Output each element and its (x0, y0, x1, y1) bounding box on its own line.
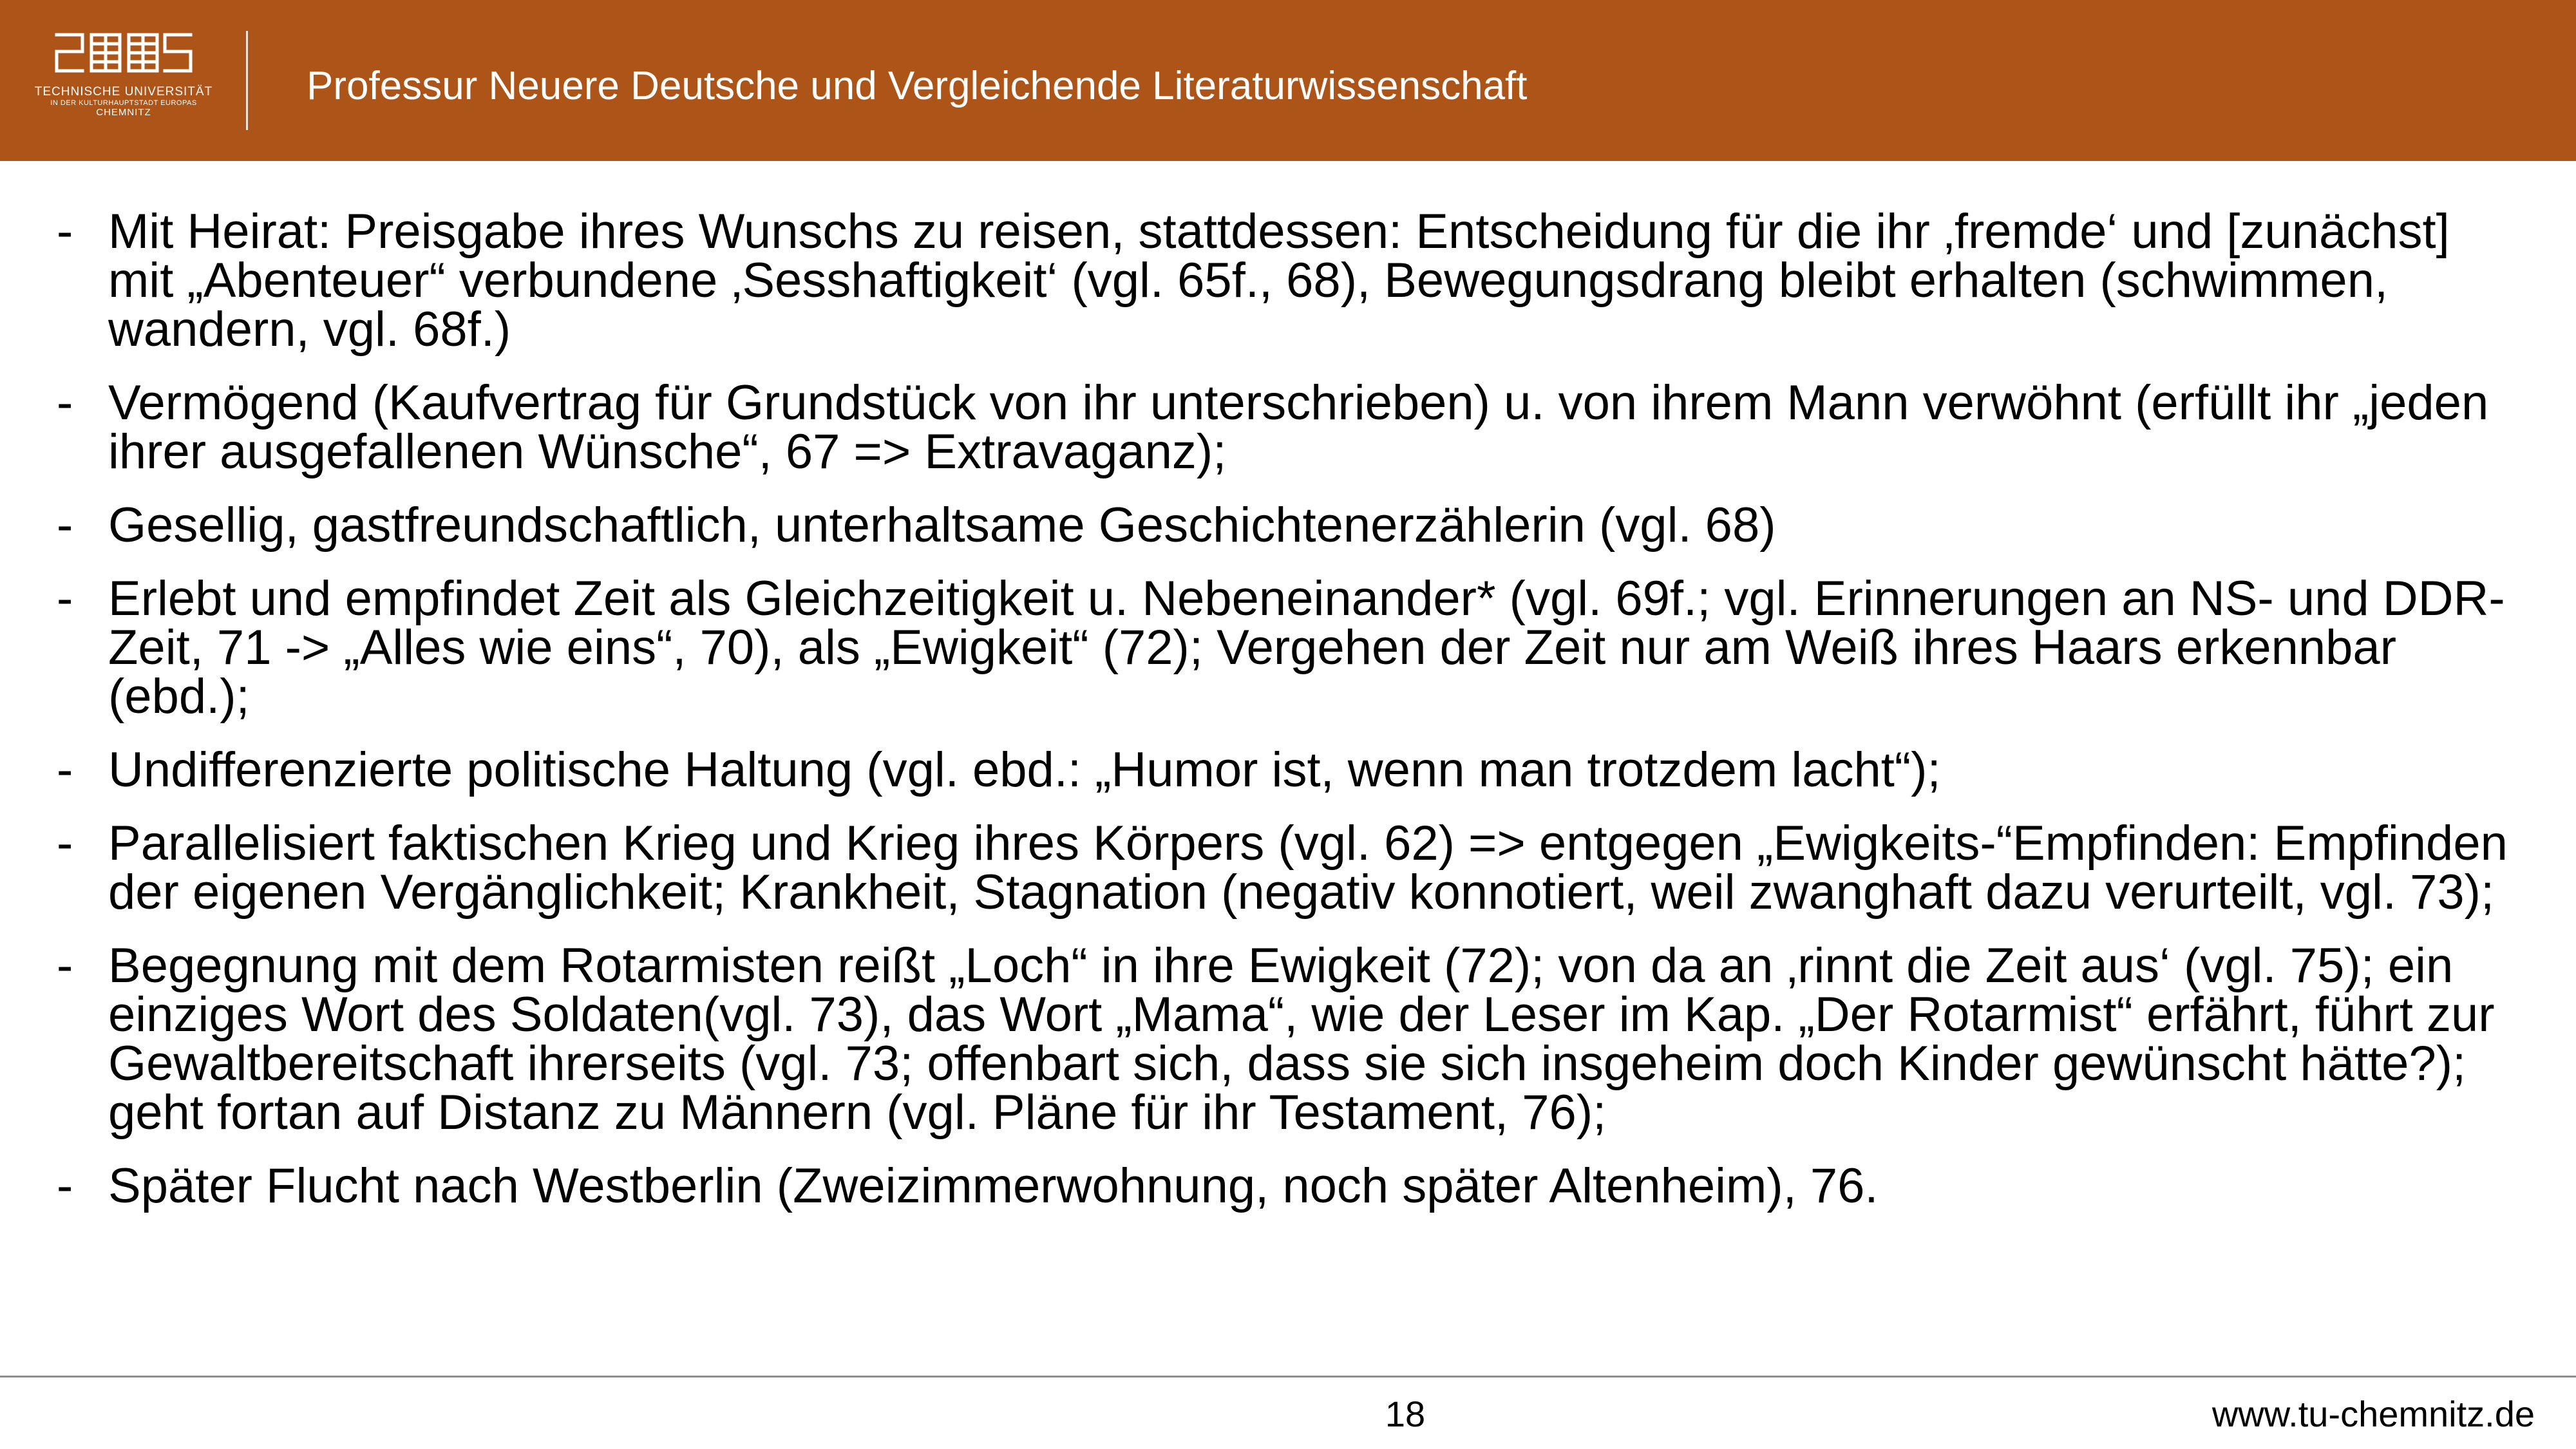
bullet-dash: - (57, 571, 73, 626)
bullet-dash: - (57, 204, 73, 259)
footer-divider (0, 1376, 2576, 1378)
list-item (57, 743, 2523, 797)
logo-text-university: TECHNISCHE UNIVERSITÄT (34, 85, 213, 99)
tu-chemnitz-2015-logo-mark (54, 28, 193, 77)
list-item (57, 204, 2523, 357)
bullet-dash: - (57, 816, 73, 871)
bullet-dash: - (57, 375, 73, 430)
list-item (57, 816, 2523, 920)
bullet-text: Gesellig, gastfreundschaftlich, unterhaltsame Geschichtenerzählerin (vgl. 68) (108, 498, 1776, 553)
bullet-text: Vermögend (Kaufvertrag für Grundstück von ihr unterschrieben) u. von ihrem Mann verwöhnt (erfüllt ihr „jeden ihrer ausgefallenen Wünsche“, 67 => Extravaganz); (108, 375, 2489, 479)
bullet-text: Erlebt und empfindet Zeit als Gleichzeitigkeit u. Nebeneinander* (vgl. 69f.; vgl. Erinnerungen an NS- und DDR-Zeit, 71 -> „Alles wie eins“, 70), als „Ewigkeit“ (72); Vergehen der Zeit nur am Weiß ihres Haars erkennbar (ebd.); (108, 571, 2505, 724)
bullet-dash: - (57, 743, 73, 797)
bullet-dash: - (57, 498, 73, 553)
list-item (57, 1159, 2523, 1213)
list-item (57, 498, 2523, 553)
bullet-text: Undifferenzierte politische Haltung (vgl. ebd.: „Humor ist, wenn man trotzdem lacht“); (108, 743, 1941, 797)
page-number: 18 (1385, 1394, 1426, 1434)
website-link[interactable]: www.tu-chemnitz.de (2211, 1394, 2535, 1434)
bullet-dash: - (57, 1159, 73, 1213)
page-title: Professur Neuere Deutsche und Vergleichende Literaturwissenschaft (307, 64, 1528, 108)
bullet-text: Später Flucht nach Westberlin (Zweizimmerwohnung, noch später Altenheim), 76. (108, 1159, 1879, 1213)
bullet-text: Parallelisiert faktischen Krieg und Krieg ihres Körpers (vgl. 62) => entgegen „Ewigkeits-“Empfinden: Empfinden der eigenen Vergänglichkeit; Krankheit, Stagnation (negativ konnotiert, weil zwanghaft dazu verurteilt, vgl. 73); (108, 816, 2508, 920)
bullet-text: Begegnung mit dem Rotarmisten reißt „Loch“ in ihre Ewigkeit (72); von da an ‚rinnt die Zeit aus‘ (vgl. 75); ein einziges Wort des Soldaten(vgl. 73), das Wort „Mama“, wie der Leser im Kap. „Der Rotarmist“ erfährt, führt zur Gewaltbereitschaft ihrerseits (vgl. 73; offenbart sich, dass sie sich insgeheim doch Kinder gewünscht hätte?); geht fortan auf Distanz zu Männern (vgl. Pläne für ihr Testament, 76); (108, 938, 2495, 1140)
bullet-list (57, 204, 2523, 1235)
header-bar (0, 0, 2576, 161)
bullet-dash: - (57, 938, 73, 993)
logo-text-capital: IN DER KULTURHAUPTSTADT EUROPAS (50, 99, 197, 107)
list-item (57, 938, 2523, 1140)
bullet-text: Mit Heirat: Preisgabe ihres Wunschs zu reisen, stattdessen: Entscheidung für die ihr ‚fremde‘ und [zunächst] mit „Abenteuer“ verbundene ‚Sesshaftigkeit‘ (vgl. 65f., 68), Bewegungsdrang bleibt erhalten (schwimmen, wandern, vgl. 68f.) (108, 204, 2450, 357)
list-item (57, 571, 2523, 724)
list-item (57, 375, 2523, 479)
header-divider (246, 31, 248, 130)
university-logo[interactable] (33, 28, 214, 138)
logo-text-city: CHEMNITZ (96, 107, 151, 118)
